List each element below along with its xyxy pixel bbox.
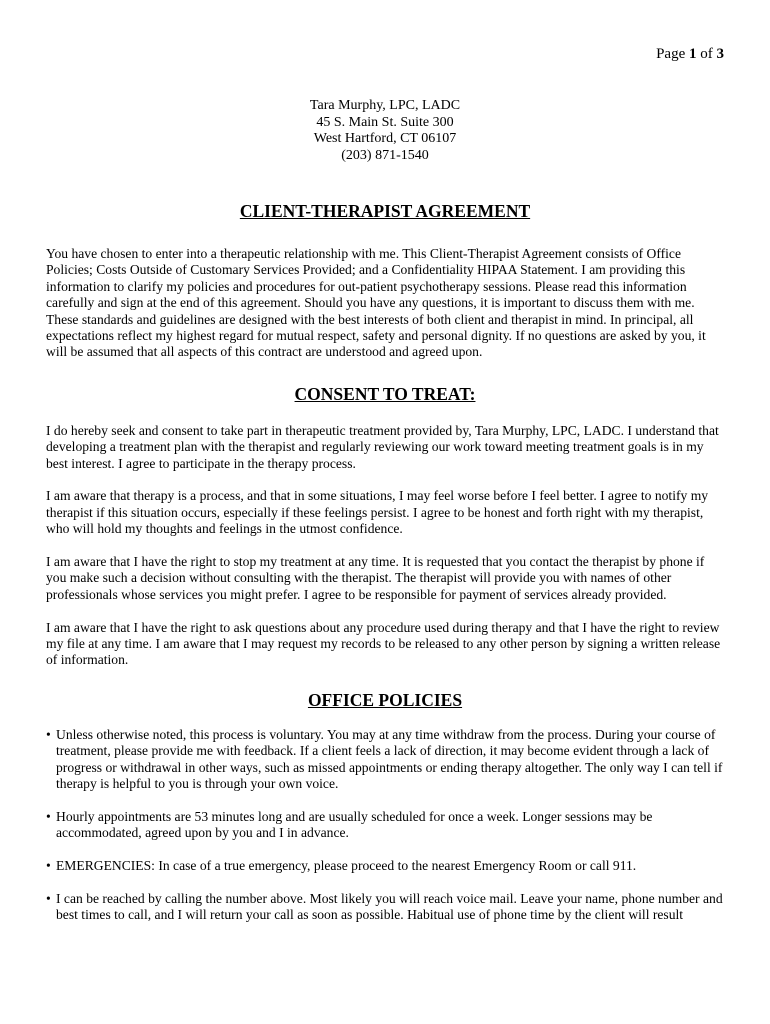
therapist-name: Tara Murphy, LPC, LADC (309, 98, 461, 113)
consent-paragraph-3: I am aware that I have the right to stop my treatment at any time. It is requested that you contact the therapist by phone if you make such a decision without consulting with the therapist. The therapist will provide you with names of other professionals whose services you might prefer. I agree to be responsible for payment of services already provided. (46, 554, 705, 602)
list-item (46, 858, 724, 874)
list-item (46, 809, 724, 842)
page-number-total: 3 (716, 46, 724, 62)
policy-text: Unless otherwise noted, this process is voluntary. You may at any time withdraw from the process. During your course of treatment, please provide me with feedback. If a client feels a lack of direction, it may become evident through a lack of progress or withdrawal in other ways, such as missed appointments or ending therapy altogether. The only way I can tell if therapy is helpful to you is through your own voice. (56, 726, 723, 792)
bullet-icon: • (46, 808, 51, 824)
document-title: CLIENT-THERAPIST AGREEMENT (239, 201, 531, 221)
office-policies-heading: OFFICE POLICIES (307, 689, 463, 710)
letterhead (0, 98, 770, 164)
page-number (656, 46, 724, 63)
consent-paragraph-1: I do hereby seek and consent to take part in therapeutic treatment provided by, Tara Murphy, LPC, LADC. I understand that developing a treatment plan with the therapist and regularly reviewing our work toward meeting treatment goals is in my best interest. I agree to participate in the therapy process. (46, 422, 719, 471)
address-line-1: 45 S. Main St. Suite 300 (316, 114, 454, 130)
address-line-2: West Hartford, CT 06107 (313, 131, 457, 146)
policy-text: I can be reached by calling the number above. Most likely you will reach voice mail. Leave your name, phone number and best times to call, and I will return your call as soon as possible. Habitual use of phone time by the client will result (56, 890, 723, 923)
policy-text: Hourly appointments are 53 minutes long and are usually scheduled for once a week. Longer sessions may be accommodated, agreed upon by you and I in advance. (56, 808, 653, 841)
intro-paragraph: You have chosen to enter into a therapeutic relationship with me. This Client-Therapist Agreement consists of Office Policies; Costs Outside of Customary Services Provided; and a Confidentiality HIPAA Statement. I am providing this information to clarify my policies and procedures for out-patient psychotherapy sessions. Please read this information carefully and sign at the end of this agreement. Should you have any questions, it is important to discuss them with me. These standards and guidelines are designed with the best interests of both client and therapist in mind. In principal, all expectations reflect my highest regard for mutual respect, safety and personal dignity. If no questions are asked by you, it will be assumed that all aspects of this contract are understood and agreed upon. (46, 246, 706, 360)
page-number-of: of (700, 46, 713, 62)
consent-paragraph-4: I am aware that I have the right to ask questions about any procedure used during therapy and that I have the right to review my file at any time. I am aware that I may request my records to be released to any other person by signing a written release of information. (46, 619, 721, 668)
bullet-icon: • (46, 858, 51, 874)
bullet-icon: • (46, 890, 51, 906)
consent-paragraph-2: I am aware that therapy is a process, and that in some situations, I may feel worse before I feel better. I agree to notify my therapist if this situation occurs, especially if these feelings persist. I agree to be honest and forth right with my therapist, who will hold my thoughts and feelings in the utmost confidence. (46, 488, 709, 537)
policy-text: EMERGENCIES: In case of a true emergency, please proceed to the nearest Emergency Room or call 911. (56, 858, 637, 874)
list-item (46, 727, 724, 793)
consent-heading: CONSENT TO TREAT: (294, 383, 476, 404)
phone-number: (203) 871-1540 (341, 147, 429, 163)
page-number-prefix: Page (656, 46, 686, 62)
bullet-icon: • (46, 726, 51, 742)
office-policies-list (46, 727, 724, 924)
page-number-current: 1 (689, 46, 697, 62)
list-item (46, 891, 724, 924)
document-body (46, 200, 724, 940)
